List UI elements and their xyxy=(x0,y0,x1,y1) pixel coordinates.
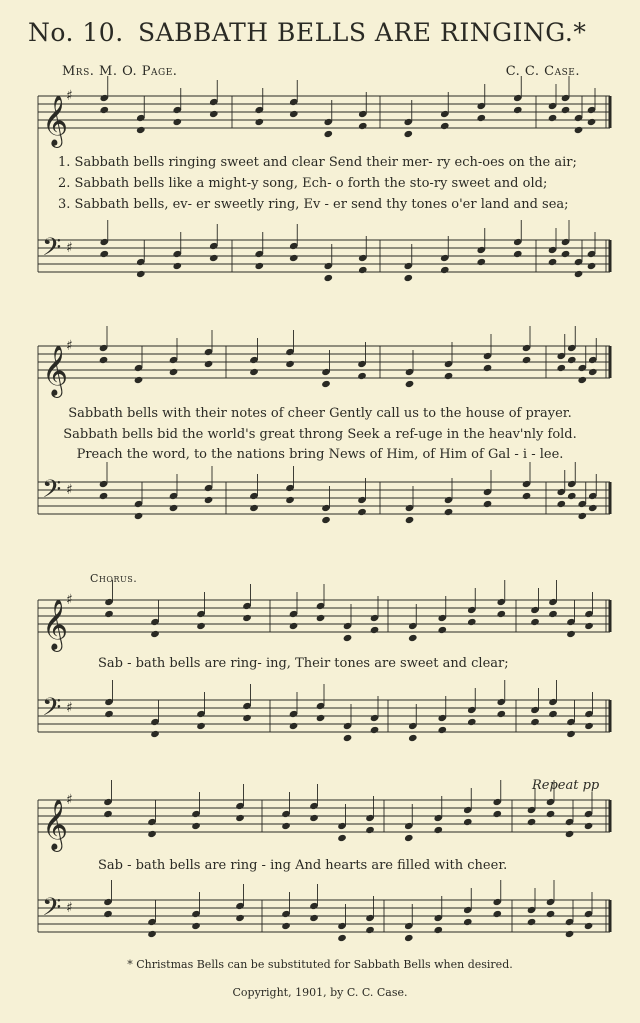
note-head xyxy=(150,630,160,638)
note-head xyxy=(437,626,447,634)
note-head xyxy=(492,810,502,818)
note-head xyxy=(104,610,114,618)
note-head xyxy=(370,626,380,634)
note-head xyxy=(463,818,473,826)
bass-clef-icon: 𝄢 xyxy=(42,475,62,510)
note-head xyxy=(566,730,576,738)
note-head xyxy=(492,910,502,918)
note-head xyxy=(209,110,219,118)
note-head xyxy=(370,726,380,734)
note-head xyxy=(196,722,206,730)
note-head xyxy=(548,610,558,618)
note-head xyxy=(99,250,109,258)
bass-clef-icon: 𝄢 xyxy=(42,893,62,928)
note-head xyxy=(357,372,367,380)
note-head xyxy=(530,618,540,626)
chorus-line-1: Sab - bath bells are ring- ing, Their tones are sweet and clear; xyxy=(98,656,509,671)
hymn-title: SABBATH BELLS ARE RINGING.* xyxy=(138,18,587,47)
note-head xyxy=(403,130,413,138)
footnote: * Christmas Bells can be substituted for Sabbath Bells when desired. xyxy=(127,958,513,971)
note-head xyxy=(254,262,264,270)
note-head xyxy=(104,710,114,718)
note-head xyxy=(548,258,558,266)
note-head xyxy=(440,266,450,274)
note-head xyxy=(281,822,291,830)
note-head xyxy=(365,926,375,934)
verse-3-line-1: 3. Sabbath bells, ev- er sweetly ring, Ev - er send thy tones o'er land and sea; xyxy=(58,197,569,212)
note-head xyxy=(561,106,571,114)
note-head xyxy=(405,380,415,388)
treble-clef-icon: 𝄞 xyxy=(42,799,69,850)
note-head xyxy=(476,258,486,266)
note-head xyxy=(172,262,182,270)
note-head xyxy=(483,364,493,372)
verse-2-line-2: Sabbath bells bid the world's great throng Seek a ref-uge in the heav'nly fold. xyxy=(63,427,577,442)
note-head xyxy=(527,918,537,926)
note-head xyxy=(548,114,558,122)
note-head xyxy=(249,368,259,376)
note-head xyxy=(513,106,523,114)
note-head xyxy=(209,254,219,262)
chorus-line-2: Sab - bath bells are ring - ing And hearts are filled with cheer. xyxy=(98,858,508,873)
key-signature-sharp-icon: ♯ xyxy=(66,792,73,808)
note-head xyxy=(574,270,584,278)
bass-clef-icon: 𝄢 xyxy=(42,693,62,728)
note-head xyxy=(235,914,245,922)
bass-clef-icon: 𝄢 xyxy=(42,233,62,268)
note-head xyxy=(103,810,113,818)
note-head xyxy=(249,504,259,512)
note-head xyxy=(584,722,594,730)
note-head xyxy=(577,376,587,384)
note-head xyxy=(343,634,353,642)
note-head xyxy=(204,360,214,368)
treble-clef-icon: 𝄞 xyxy=(42,345,69,396)
note-head xyxy=(588,368,598,376)
note-head xyxy=(134,512,144,520)
note-head xyxy=(99,492,109,500)
verse-1-line-1: 1. Sabbath bells ringing sweet and clear Send their mer- ry ech-oes on the air; xyxy=(58,155,577,170)
note-head xyxy=(358,122,368,130)
chorus-label: Chorus. xyxy=(90,572,138,585)
note-head xyxy=(522,492,532,500)
note-head xyxy=(483,500,493,508)
note-head xyxy=(136,126,146,134)
note-head xyxy=(444,372,454,380)
note-head xyxy=(321,516,331,524)
note-head xyxy=(577,512,587,520)
note-head xyxy=(242,614,252,622)
note-head xyxy=(496,710,506,718)
note-head xyxy=(316,614,326,622)
note-head xyxy=(467,618,477,626)
key-signature-sharp-icon: ♯ xyxy=(66,482,73,498)
composer-credit: C. C. Case. xyxy=(505,64,580,79)
note-head xyxy=(556,500,566,508)
note-head xyxy=(242,714,252,722)
note-head xyxy=(289,110,299,118)
note-head xyxy=(467,718,477,726)
note-head xyxy=(404,834,414,842)
note-head xyxy=(561,250,571,258)
note-head xyxy=(337,834,347,842)
note-head xyxy=(587,118,597,126)
note-head xyxy=(358,266,368,274)
treble-clef-icon: 𝄞 xyxy=(42,599,69,650)
note-head xyxy=(403,274,413,282)
note-head xyxy=(567,492,577,500)
note-head xyxy=(584,822,594,830)
note-head xyxy=(357,508,367,516)
note-head xyxy=(463,918,473,926)
note-head xyxy=(289,254,299,262)
note-head xyxy=(584,622,594,630)
lyricist-credit: Mrs. M. O. Page. xyxy=(62,64,178,79)
key-signature-sharp-icon: ♯ xyxy=(66,900,73,916)
note-head xyxy=(337,934,347,942)
note-head xyxy=(309,914,319,922)
note-head xyxy=(587,262,597,270)
note-head xyxy=(513,250,523,258)
note-head xyxy=(433,926,443,934)
hymn-number: No. 10. xyxy=(28,18,124,47)
note-head xyxy=(433,826,443,834)
key-signature-sharp-icon: ♯ xyxy=(66,240,73,256)
note-head xyxy=(147,930,157,938)
note-head xyxy=(147,830,157,838)
note-head xyxy=(169,368,179,376)
copyright-notice: Copyright, 1901, by C. C. Case. xyxy=(232,986,408,999)
note-head xyxy=(150,730,160,738)
note-head xyxy=(565,930,575,938)
note-head xyxy=(408,634,418,642)
note-head xyxy=(530,718,540,726)
note-head xyxy=(556,364,566,372)
note-head xyxy=(567,356,577,364)
verse-2-line-1: 2. Sabbath bells like a might-y song, Ech- o forth the sto-ry sweet and old; xyxy=(58,176,548,191)
note-head xyxy=(444,508,454,516)
note-head xyxy=(584,922,594,930)
note-head xyxy=(99,356,109,364)
note-head xyxy=(191,922,201,930)
note-head xyxy=(235,814,245,822)
note-head xyxy=(134,376,144,384)
note-head xyxy=(316,714,326,722)
note-head xyxy=(285,496,295,504)
key-signature-sharp-icon: ♯ xyxy=(66,700,73,716)
note-head xyxy=(136,270,146,278)
note-head xyxy=(546,810,556,818)
note-head xyxy=(527,818,537,826)
note-head xyxy=(196,622,206,630)
note-head xyxy=(548,710,558,718)
note-head xyxy=(309,814,319,822)
note-head xyxy=(191,822,201,830)
note-head xyxy=(321,380,331,388)
note-head xyxy=(343,734,353,742)
note-head xyxy=(574,126,584,134)
repeat-instruction: Repeat pp xyxy=(532,778,600,793)
note-head xyxy=(546,910,556,918)
note-head xyxy=(437,726,447,734)
key-signature-sharp-icon: ♯ xyxy=(66,88,73,104)
note-head xyxy=(522,356,532,364)
note-head xyxy=(565,830,575,838)
note-head xyxy=(323,130,333,138)
note-head xyxy=(103,910,113,918)
verse-1-line-2: Sabbath bells with their notes of cheer Gently call us to the house of prayer. xyxy=(68,406,572,421)
treble-clef-icon: 𝄞 xyxy=(42,95,69,146)
note-head xyxy=(99,106,109,114)
note-head xyxy=(496,610,506,618)
note-head xyxy=(404,934,414,942)
note-head xyxy=(476,114,486,122)
note-head xyxy=(365,826,375,834)
key-signature-sharp-icon: ♯ xyxy=(66,338,73,354)
note-head xyxy=(405,516,415,524)
note-head xyxy=(289,722,299,730)
note-head xyxy=(172,118,182,126)
note-head xyxy=(285,360,295,368)
note-head xyxy=(566,630,576,638)
note-head xyxy=(588,504,598,512)
note-head xyxy=(289,622,299,630)
verse-3-line-2: Preach the word, to the nations bring News of Him, of Him of Gal - i - lee. xyxy=(76,447,564,462)
note-head xyxy=(204,496,214,504)
key-signature-sharp-icon: ♯ xyxy=(66,592,73,608)
note-head xyxy=(281,922,291,930)
note-head xyxy=(408,734,418,742)
note-head xyxy=(440,122,450,130)
note-head xyxy=(323,274,333,282)
note-head xyxy=(254,118,264,126)
note-head xyxy=(169,504,179,512)
